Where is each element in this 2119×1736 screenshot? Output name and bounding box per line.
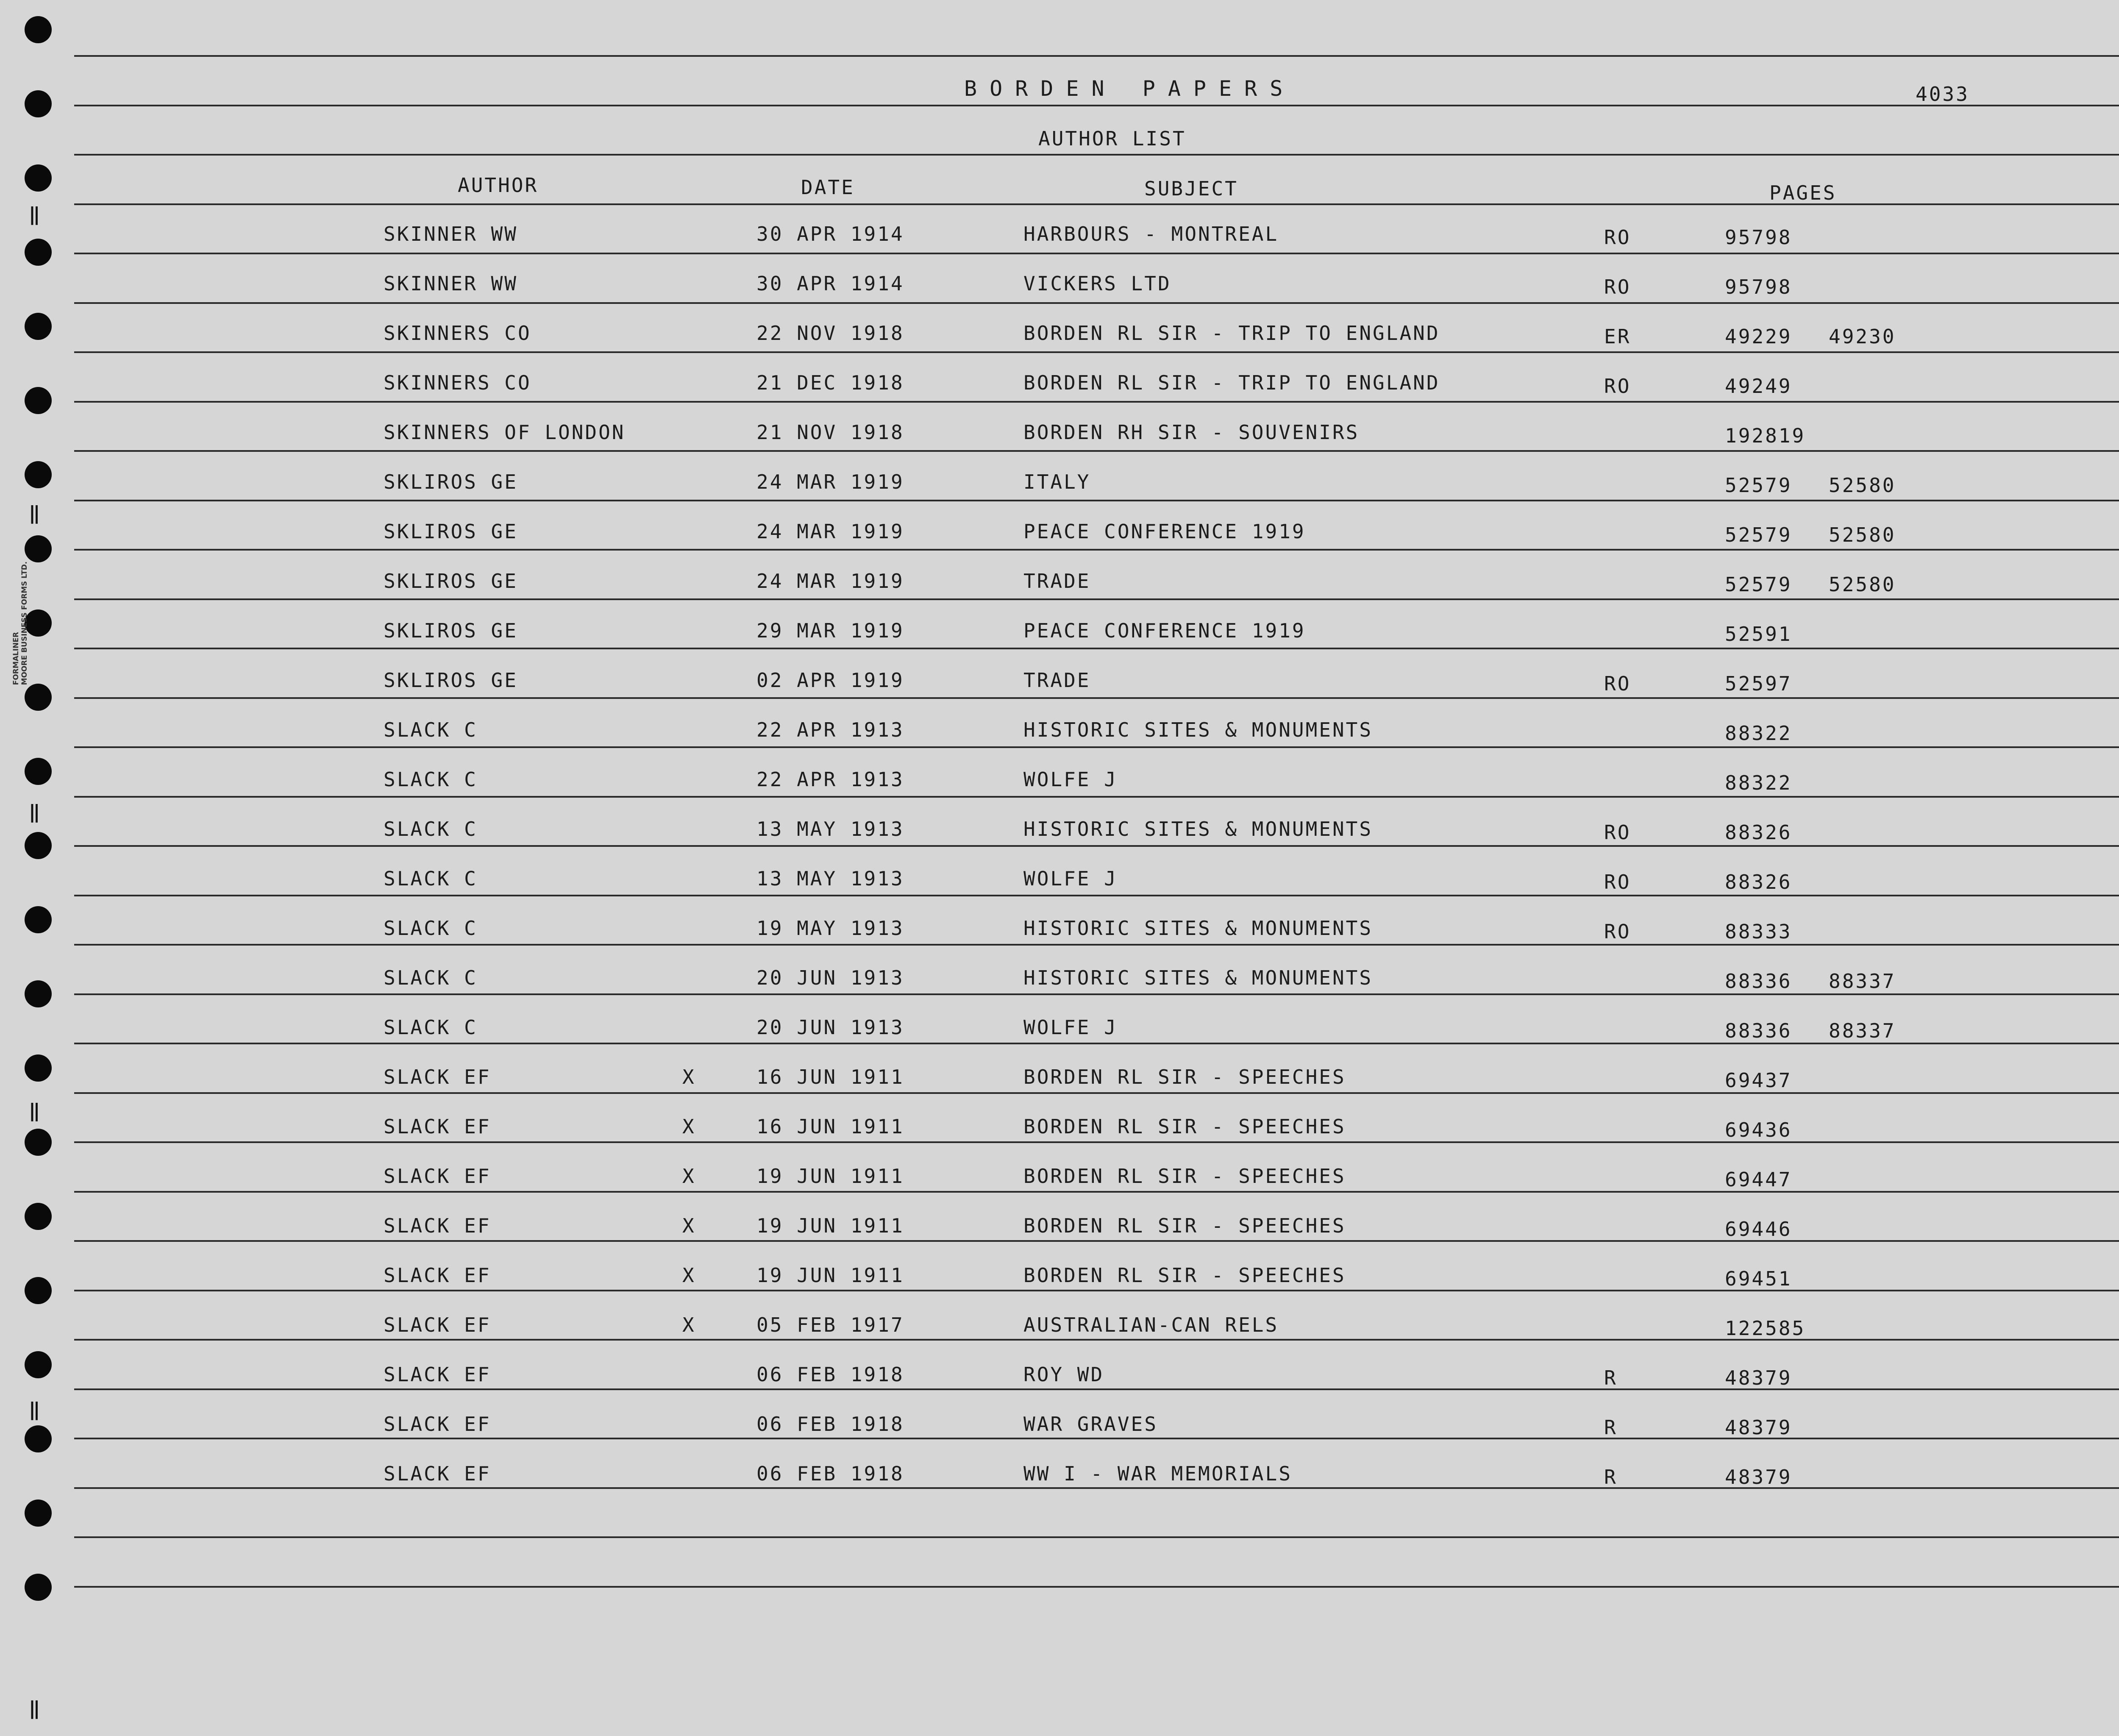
ruled-line xyxy=(74,1092,2119,1094)
ruled-line xyxy=(74,154,2119,156)
tractor-hole xyxy=(25,239,52,266)
subject-cell: BORDEN RL SIR - SPEECHES xyxy=(1023,1066,1346,1088)
date-cell: 16 JUN 1911 xyxy=(756,1066,904,1088)
subject-cell: PEACE CONFERENCE 1919 xyxy=(1023,619,1306,642)
ruled-line xyxy=(74,1536,2119,1538)
date-cell: 19 JUN 1911 xyxy=(756,1214,904,1237)
date-cell: 30 APR 1914 xyxy=(756,223,904,245)
subject-cell: BORDEN RH SIR - SOUVENIRS xyxy=(1023,421,1360,444)
page-cell: 88322 xyxy=(1725,771,1792,794)
date-cell: 19 JUN 1911 xyxy=(756,1264,904,1287)
code-cell: R xyxy=(1604,1416,1618,1439)
ruled-line xyxy=(74,746,2119,748)
tractor-hole xyxy=(25,387,52,414)
ruled-line xyxy=(74,895,2119,896)
page-cell-2: 52580 xyxy=(1829,523,1896,546)
subject-cell: TRADE xyxy=(1023,669,1091,692)
tractor-hole xyxy=(25,1203,52,1230)
tractor-hole xyxy=(25,906,52,933)
code-cell: RO xyxy=(1604,375,1631,398)
author-cell: SKLIROS GE xyxy=(384,570,518,593)
ruled-line xyxy=(74,1388,2119,1390)
ruled-line xyxy=(74,105,2119,106)
author-cell: SLACK EF xyxy=(384,1066,491,1088)
page-cell-2: 52580 xyxy=(1829,474,1896,497)
column-header-pages: PAGES xyxy=(1769,181,1837,204)
perforation-mark-icon: ‖ xyxy=(29,801,41,823)
ruled-line xyxy=(74,450,2119,452)
subject-cell: WAR GRAVES xyxy=(1023,1413,1158,1436)
date-cell: 20 JUN 1913 xyxy=(756,1016,904,1039)
subject-cell: BORDEN RL SIR - TRIP TO ENGLAND xyxy=(1023,371,1440,394)
date-cell: 30 APR 1914 xyxy=(756,272,904,295)
date-cell: 06 FEB 1918 xyxy=(756,1413,904,1436)
tractor-hole xyxy=(25,1351,52,1378)
form-manufacturer-imprint xyxy=(3,523,37,695)
date-cell: 24 MAR 1919 xyxy=(756,470,904,493)
author-cell: SLACK EF xyxy=(384,1313,491,1336)
page-cell: 52597 xyxy=(1725,672,1792,695)
date-cell: 19 MAY 1913 xyxy=(756,917,904,940)
ruled-line xyxy=(74,1240,2119,1242)
code-cell: RO xyxy=(1604,226,1631,249)
subject-cell: HISTORIC SITES & MONUMENTS xyxy=(1023,966,1373,989)
author-cell: SLACK EF xyxy=(384,1264,491,1287)
tractor-hole xyxy=(25,461,52,488)
page-cell: 69436 xyxy=(1725,1118,1792,1141)
subject-cell: WW I - WAR MEMORIALS xyxy=(1023,1462,1292,1485)
ruled-line xyxy=(74,1586,2119,1588)
author-cell: SLACK EF xyxy=(384,1462,491,1485)
ruled-line xyxy=(74,253,2119,254)
tractor-hole xyxy=(25,16,52,43)
subject-cell: WOLFE J xyxy=(1023,1016,1118,1039)
subject-cell: BORDEN RL SIR - SPEECHES xyxy=(1023,1165,1346,1188)
page-cell: 88336 xyxy=(1725,970,1792,993)
author-cell: SLACK EF xyxy=(384,1214,491,1237)
author-cell: SLACK C xyxy=(384,1016,478,1039)
date-cell: 22 APR 1913 xyxy=(756,768,904,791)
page-cell: 69446 xyxy=(1725,1218,1792,1241)
date-cell: 21 NOV 1918 xyxy=(756,421,904,444)
tractor-hole xyxy=(25,313,52,340)
tractor-hole xyxy=(25,1129,52,1156)
author-cell: SKLIROS GE xyxy=(384,669,518,692)
page-cell-2: 52580 xyxy=(1829,573,1896,596)
code-cell: R xyxy=(1604,1466,1618,1488)
page-cell: 48379 xyxy=(1725,1366,1792,1389)
code-cell: ER xyxy=(1604,325,1631,348)
list-subtitle: AUTHOR LIST xyxy=(1038,127,1186,150)
tractor-hole xyxy=(25,832,52,859)
page-cell: 49229 xyxy=(1725,325,1792,348)
tractor-hole xyxy=(25,1277,52,1304)
author-cell: SLACK EF xyxy=(384,1115,491,1138)
perforation-mark-icon: ‖ xyxy=(29,1697,41,1719)
code-cell: RO xyxy=(1604,920,1631,943)
ruled-line xyxy=(74,500,2119,501)
ruled-line xyxy=(74,1141,2119,1143)
page-cell: 88326 xyxy=(1725,821,1792,844)
code-cell: R xyxy=(1604,1366,1618,1389)
mark-cell: X xyxy=(682,1165,696,1188)
subject-cell: ROY WD xyxy=(1023,1363,1104,1386)
column-header-subject: SUBJECT xyxy=(1144,177,1238,200)
perforation-mark-icon: ‖ xyxy=(29,1399,41,1420)
perforation-mark-icon: ‖ xyxy=(29,203,41,225)
author-cell: SKINNER WW xyxy=(384,223,518,245)
ruled-line xyxy=(74,1339,2119,1341)
author-cell: SLACK EF xyxy=(384,1413,491,1436)
author-cell: SKINNER WW xyxy=(384,272,518,295)
page-cell: 122585 xyxy=(1725,1317,1806,1340)
date-cell: 05 FEB 1917 xyxy=(756,1313,904,1336)
page-number: 4033 xyxy=(1916,83,1969,106)
page-cell: 88326 xyxy=(1725,871,1792,893)
code-cell: RO xyxy=(1604,871,1631,893)
subject-cell: WOLFE J xyxy=(1023,768,1118,791)
page-cell-2: 88337 xyxy=(1829,970,1896,993)
date-cell: 24 MAR 1919 xyxy=(756,520,904,543)
subject-cell: BORDEN RL SIR - SPEECHES xyxy=(1023,1264,1346,1287)
mark-cell: X xyxy=(682,1115,696,1138)
author-cell: SKLIROS GE xyxy=(384,520,518,543)
author-cell: SLACK C xyxy=(384,718,478,741)
page-cell: 52579 xyxy=(1725,474,1792,497)
author-cell: SKLIROS GE xyxy=(384,619,518,642)
page-cell: 52579 xyxy=(1725,573,1792,596)
date-cell: 16 JUN 1911 xyxy=(756,1115,904,1138)
column-header-date: DATE xyxy=(801,176,855,199)
page-cell: 95798 xyxy=(1725,275,1792,298)
author-cell: SLACK C xyxy=(384,768,478,791)
document-title: BORDEN PAPERS xyxy=(964,76,1296,101)
ruled-line xyxy=(74,845,2119,847)
date-cell: 24 MAR 1919 xyxy=(756,570,904,593)
ruled-line xyxy=(74,1438,2119,1439)
subject-cell: VICKERS LTD xyxy=(1023,272,1171,295)
author-cell: SKINNERS CO xyxy=(384,371,531,394)
left-tractor-holes xyxy=(25,0,54,1719)
subject-cell: HISTORIC SITES & MONUMENTS xyxy=(1023,718,1373,741)
subject-cell: HARBOURS - MONTREAL xyxy=(1023,223,1279,245)
ruled-line xyxy=(74,351,2119,353)
tractor-hole xyxy=(25,758,52,785)
ruled-line xyxy=(74,401,2119,403)
page-cell: 48379 xyxy=(1725,1466,1792,1488)
page-cell: 88333 xyxy=(1725,920,1792,943)
date-cell: 06 FEB 1918 xyxy=(756,1363,904,1386)
author-cell: SKLIROS GE xyxy=(384,470,518,493)
ruled-line xyxy=(74,1290,2119,1291)
subject-cell: PEACE CONFERENCE 1919 xyxy=(1023,520,1306,543)
author-cell: SLACK C xyxy=(384,917,478,940)
subject-cell: HISTORIC SITES & MONUMENTS xyxy=(1023,818,1373,840)
code-cell: RO xyxy=(1604,275,1631,298)
author-cell: SKINNERS OF LONDON xyxy=(384,421,626,444)
subject-cell: AUSTRALIAN-CAN RELS xyxy=(1023,1313,1279,1336)
tractor-hole xyxy=(25,1425,52,1452)
subject-cell: TRADE xyxy=(1023,570,1091,593)
ruled-line xyxy=(74,598,2119,600)
mark-cell: X xyxy=(682,1313,696,1336)
subject-cell: BORDEN RL SIR - SPEECHES xyxy=(1023,1214,1346,1237)
mark-cell: X xyxy=(682,1264,696,1287)
page-cell: 69447 xyxy=(1725,1168,1792,1191)
code-cell: RO xyxy=(1604,821,1631,844)
ruled-line xyxy=(74,944,2119,946)
subject-cell: ITALY xyxy=(1023,470,1091,493)
page-cell: 192819 xyxy=(1725,424,1806,447)
code-cell: RO xyxy=(1604,672,1631,695)
tractor-hole xyxy=(25,1500,52,1527)
page-cell: 52579 xyxy=(1725,523,1792,546)
tractor-hole xyxy=(25,164,52,192)
ruled-line xyxy=(74,648,2119,649)
subject-cell: WOLFE J xyxy=(1023,867,1118,890)
date-cell: 29 MAR 1919 xyxy=(756,619,904,642)
ruled-line xyxy=(74,1487,2119,1489)
mark-cell: X xyxy=(682,1214,696,1237)
date-cell: 22 APR 1913 xyxy=(756,718,904,741)
subject-cell: BORDEN RL SIR - SPEECHES xyxy=(1023,1115,1346,1138)
tractor-hole xyxy=(25,980,52,1007)
author-cell: SKINNERS CO xyxy=(384,322,531,345)
perforation-mark-icon: ‖ xyxy=(29,1100,41,1121)
date-cell: 20 JUN 1913 xyxy=(756,966,904,989)
ruled-line xyxy=(74,993,2119,995)
author-cell: SLACK C xyxy=(384,966,478,989)
page-cell-2: 88337 xyxy=(1829,1019,1896,1042)
ruled-line xyxy=(74,55,2119,57)
author-cell: SLACK C xyxy=(384,818,478,840)
date-cell: 19 JUN 1911 xyxy=(756,1165,904,1188)
form-name: FORMALINER xyxy=(12,632,20,685)
form-company: MOORE BUSINESS FORMS LTD. xyxy=(20,561,29,685)
ruled-line xyxy=(74,302,2119,304)
page-cell: 69437 xyxy=(1725,1069,1792,1092)
page-cell: 88336 xyxy=(1725,1019,1792,1042)
subject-cell: HISTORIC SITES & MONUMENTS xyxy=(1023,917,1373,940)
date-cell: 13 MAY 1913 xyxy=(756,818,904,840)
author-cell: SLACK EF xyxy=(384,1363,491,1386)
tractor-hole xyxy=(25,90,52,117)
ruled-line xyxy=(74,1191,2119,1193)
ruled-line xyxy=(74,697,2119,699)
page-cell-2: 49230 xyxy=(1829,325,1896,348)
author-cell: SLACK EF xyxy=(384,1165,491,1188)
page-cell: 48379 xyxy=(1725,1416,1792,1439)
date-cell: 22 NOV 1918 xyxy=(756,322,904,345)
page-cell: 95798 xyxy=(1725,226,1792,249)
date-cell: 21 DEC 1918 xyxy=(756,371,904,394)
page-cell: 69451 xyxy=(1725,1267,1792,1290)
tractor-hole xyxy=(25,1574,52,1601)
author-cell: SLACK C xyxy=(384,867,478,890)
perforation-mark-icon: ‖ xyxy=(29,502,41,524)
subject-cell: BORDEN RL SIR - TRIP TO ENGLAND xyxy=(1023,322,1440,345)
page-cell: 88322 xyxy=(1725,722,1792,745)
mark-cell: X xyxy=(682,1066,696,1088)
tractor-hole xyxy=(25,1054,52,1082)
ruled-line xyxy=(74,549,2119,551)
ruled-line xyxy=(74,1043,2119,1044)
ruled-line xyxy=(74,796,2119,798)
date-cell: 06 FEB 1918 xyxy=(756,1462,904,1485)
column-header-author: AUTHOR xyxy=(458,174,539,197)
date-cell: 13 MAY 1913 xyxy=(756,867,904,890)
page-cell: 52591 xyxy=(1725,623,1792,645)
page-cell: 49249 xyxy=(1725,375,1792,398)
date-cell: 02 APR 1919 xyxy=(756,669,904,692)
